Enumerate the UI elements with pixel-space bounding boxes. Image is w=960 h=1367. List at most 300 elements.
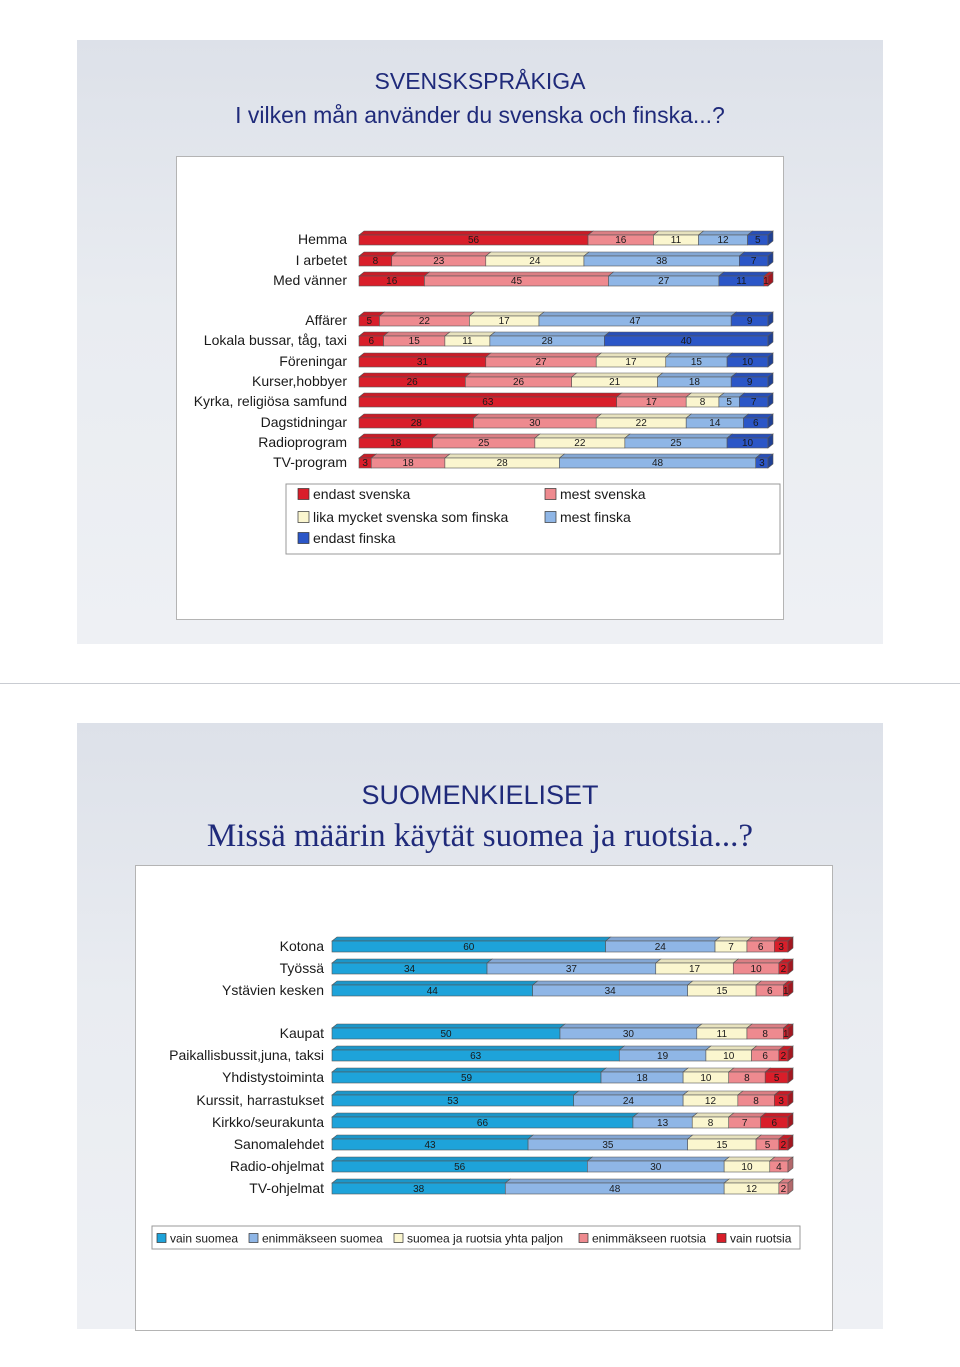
data-label: 27 bbox=[658, 276, 670, 287]
bar-segment bbox=[596, 353, 671, 368]
data-label: 7 bbox=[728, 942, 734, 953]
bar-row bbox=[222, 1068, 793, 1085]
data-label: 43 bbox=[424, 1140, 436, 1151]
bar-segment-top bbox=[332, 1157, 592, 1161]
bar-segment bbox=[379, 312, 474, 327]
data-label: 12 bbox=[717, 235, 729, 246]
data-label: 14 bbox=[709, 418, 721, 429]
bar-segment-top bbox=[761, 1113, 793, 1117]
data-label: 47 bbox=[629, 316, 641, 327]
data-label: 22 bbox=[635, 418, 647, 429]
data-label: 5 bbox=[726, 397, 732, 408]
data-label: 5 bbox=[754, 235, 761, 246]
data-label: 31 bbox=[416, 357, 428, 368]
data-label: 12 bbox=[704, 1096, 717, 1107]
legend-item bbox=[579, 1231, 706, 1245]
data-label: 60 bbox=[463, 942, 475, 953]
bar-segment bbox=[332, 1046, 624, 1062]
bar-segment bbox=[359, 231, 593, 246]
bar-segment-top bbox=[528, 1135, 693, 1139]
legend-label: suomea ja ruotsia yhta paljon bbox=[407, 1231, 564, 1246]
bar-segment bbox=[332, 937, 611, 953]
bar-segment-top bbox=[332, 959, 492, 963]
data-label: 3 bbox=[362, 458, 368, 469]
data-label: 3 bbox=[778, 942, 784, 953]
data-label: 28 bbox=[541, 336, 553, 347]
bar-segment bbox=[371, 454, 450, 469]
bar-group bbox=[222, 937, 793, 998]
bar-segment-top bbox=[505, 1179, 729, 1183]
bar-segment bbox=[683, 1068, 734, 1084]
bar-segment-top bbox=[733, 959, 784, 963]
bar-segment bbox=[733, 959, 784, 975]
data-label: 8 bbox=[372, 256, 379, 267]
legend-item bbox=[298, 530, 396, 546]
data-label: 48 bbox=[609, 1184, 621, 1195]
bar-segment bbox=[584, 252, 744, 267]
legend-label: enimmäkseen suomea bbox=[262, 1231, 383, 1246]
category-label: Sanomalehdet bbox=[233, 1136, 324, 1152]
bar-segment bbox=[332, 981, 538, 997]
bar-row bbox=[249, 1179, 793, 1196]
slide-title-line1: SUOMENKIELISET bbox=[361, 780, 599, 810]
bar-segment-top bbox=[332, 1179, 510, 1183]
bar-segment-top bbox=[729, 1068, 770, 1072]
bar-segment bbox=[596, 414, 691, 429]
bar-segment-top bbox=[332, 1113, 638, 1117]
bar-row bbox=[296, 252, 773, 268]
bar-segment-top bbox=[332, 1046, 624, 1050]
bar-segment bbox=[560, 1024, 702, 1040]
bar-segment bbox=[604, 332, 773, 347]
data-label: 6 bbox=[368, 336, 375, 347]
bar-segment bbox=[724, 1157, 775, 1173]
category-label: Yhdistystoiminta bbox=[222, 1069, 324, 1085]
data-label: 25 bbox=[478, 438, 490, 449]
data-label: 5 bbox=[764, 1140, 771, 1151]
data-label: 17 bbox=[688, 964, 701, 975]
bar-segment bbox=[692, 1113, 733, 1129]
bar-segment bbox=[465, 373, 576, 388]
category-label: Ystävien kesken bbox=[222, 982, 324, 998]
bar-segment bbox=[474, 414, 602, 429]
bar-segment-top bbox=[729, 1113, 766, 1117]
bar-segment bbox=[332, 1091, 579, 1107]
bar-segment bbox=[433, 434, 540, 449]
bar-segment bbox=[359, 373, 470, 388]
bar-segment-top bbox=[724, 1179, 784, 1183]
bar-segment-top bbox=[724, 1157, 775, 1161]
data-label: 30 bbox=[529, 418, 541, 429]
data-label: 40 bbox=[680, 336, 692, 347]
data-label: 56 bbox=[454, 1162, 466, 1173]
data-label: 63 bbox=[470, 1051, 482, 1062]
legend-label: endast svenska bbox=[313, 486, 411, 503]
legend-label: vain ruotsia bbox=[730, 1231, 792, 1246]
bar-row bbox=[298, 231, 773, 247]
category-label: TV-ohjelmat bbox=[249, 1180, 324, 1196]
data-label: 37 bbox=[565, 964, 577, 975]
bar-segment bbox=[469, 312, 544, 327]
bar-row bbox=[194, 393, 773, 409]
bar-segment bbox=[359, 434, 438, 449]
bar-segment-top bbox=[574, 1091, 688, 1095]
legend-label: enimmäkseen ruotsia bbox=[592, 1231, 707, 1246]
category-label: Kurssit, harrastukset bbox=[196, 1092, 324, 1108]
legend-item bbox=[545, 486, 646, 502]
data-label: 17 bbox=[498, 316, 510, 327]
bar-segment bbox=[445, 454, 565, 469]
data-label: 9 bbox=[746, 316, 753, 327]
data-label: 26 bbox=[406, 377, 418, 388]
bar-segment-top bbox=[688, 981, 761, 985]
bar-row bbox=[222, 981, 793, 998]
bar-row bbox=[234, 1135, 793, 1152]
bar-row bbox=[169, 1046, 793, 1063]
bar-segment bbox=[533, 981, 693, 997]
bar-segment bbox=[608, 272, 723, 287]
bar-row bbox=[252, 373, 773, 389]
data-label: 26 bbox=[512, 377, 525, 388]
data-label: 6 bbox=[766, 986, 773, 997]
bar-segment-top bbox=[692, 1113, 733, 1117]
legend-swatch bbox=[298, 533, 309, 544]
legend-item bbox=[298, 509, 508, 525]
bar-segment-top bbox=[587, 1157, 729, 1161]
bar-segment bbox=[359, 393, 622, 408]
data-label: 38 bbox=[656, 256, 668, 267]
bar-row bbox=[280, 959, 793, 976]
data-label: 5 bbox=[366, 316, 373, 327]
bar-segment bbox=[656, 959, 739, 975]
bar-row bbox=[305, 312, 773, 328]
bar-segment bbox=[653, 231, 703, 246]
legend-label: vain suomea bbox=[170, 1231, 239, 1246]
category-label: Lokala bussar, tåg, taxi bbox=[203, 332, 347, 348]
data-label: 10 bbox=[750, 964, 762, 975]
bar-group bbox=[273, 231, 773, 288]
slide-title-line2: I vilken mån använder du svenska och finska...? bbox=[235, 102, 725, 128]
data-label: 66 bbox=[476, 1118, 489, 1129]
bar-segment-top bbox=[706, 1046, 757, 1050]
data-label: 24 bbox=[654, 942, 666, 953]
data-label: 24 bbox=[622, 1096, 634, 1107]
category-label: Affärer bbox=[305, 312, 347, 328]
bar-segment bbox=[683, 1091, 743, 1107]
data-label: 15 bbox=[716, 986, 728, 997]
bar-segment-top bbox=[332, 1068, 606, 1072]
data-label: 11 bbox=[670, 235, 682, 246]
bar-row bbox=[273, 454, 773, 470]
data-label: 27 bbox=[535, 357, 547, 368]
bar-segment bbox=[619, 1046, 711, 1062]
legend-swatch bbox=[717, 1234, 726, 1243]
legend-label: mest finska bbox=[560, 509, 631, 526]
bar-segment bbox=[559, 454, 760, 469]
bar-segment-top bbox=[656, 959, 739, 963]
category-label: Hemma bbox=[297, 231, 347, 247]
data-label: 9 bbox=[746, 377, 753, 388]
category-label: Kaupat bbox=[279, 1025, 324, 1041]
bar-segment bbox=[574, 1091, 688, 1107]
data-label: 23 bbox=[433, 256, 445, 267]
bar-segment bbox=[424, 272, 613, 287]
bar-segment bbox=[729, 1068, 770, 1084]
data-label: 2 bbox=[780, 964, 787, 975]
bar-segment bbox=[779, 1179, 793, 1195]
legend bbox=[152, 1226, 800, 1249]
data-label: 11 bbox=[462, 336, 473, 347]
bar-segment bbox=[332, 1024, 565, 1040]
bar-segment bbox=[739, 393, 773, 408]
bar-segment-top bbox=[332, 1024, 565, 1028]
bar-segment bbox=[487, 959, 661, 975]
data-label: 25 bbox=[670, 438, 682, 449]
legend-item bbox=[157, 1231, 238, 1245]
legend-swatch bbox=[545, 489, 556, 500]
bar-segment bbox=[774, 937, 793, 953]
bar-segment bbox=[606, 937, 720, 953]
bar-segment-top bbox=[747, 937, 779, 941]
category-label: Kotona bbox=[279, 938, 324, 954]
legend-label: lika mycket svenska som finska bbox=[313, 509, 509, 526]
bar-segment bbox=[601, 1068, 688, 1084]
data-label: 8 bbox=[762, 1029, 768, 1040]
category-label: Kirkko/seurakunta bbox=[211, 1114, 324, 1130]
legend-swatch bbox=[249, 1234, 258, 1243]
bar-segment bbox=[739, 252, 773, 267]
data-label: 18 bbox=[402, 458, 414, 469]
bar-row bbox=[273, 272, 773, 288]
bar-segment bbox=[490, 332, 610, 347]
bar-segment bbox=[332, 1157, 592, 1173]
bar-segment bbox=[686, 414, 748, 429]
data-label: 1 bbox=[763, 276, 769, 287]
data-label: 15 bbox=[716, 1140, 728, 1151]
data-label: 2 bbox=[780, 1140, 787, 1151]
bar-segment bbox=[727, 434, 773, 449]
data-label: 53 bbox=[447, 1096, 459, 1107]
bar-segment bbox=[486, 353, 601, 368]
bar-segment-top bbox=[683, 1091, 743, 1095]
bar-segment bbox=[384, 332, 450, 347]
data-label: 10 bbox=[741, 438, 754, 449]
data-label: 35 bbox=[602, 1140, 614, 1151]
bar-segment bbox=[332, 1135, 533, 1151]
bar-segment bbox=[535, 434, 630, 449]
category-label: Kurser,hobbyer bbox=[252, 373, 347, 389]
bar-segment-top bbox=[332, 1135, 533, 1139]
data-label: 2 bbox=[780, 1051, 787, 1062]
legend-swatch bbox=[394, 1234, 403, 1243]
data-label: 8 bbox=[753, 1096, 759, 1107]
bar-segment bbox=[486, 252, 589, 267]
bar-segment bbox=[332, 1113, 638, 1129]
data-label: 30 bbox=[650, 1162, 662, 1173]
bar-segment bbox=[588, 231, 658, 246]
data-label: 15 bbox=[690, 357, 702, 368]
category-label: TV-program bbox=[273, 454, 347, 470]
data-label: 5 bbox=[773, 1073, 780, 1084]
legend-item bbox=[394, 1231, 563, 1245]
data-label: 1 bbox=[782, 1029, 789, 1040]
bar-segment-top bbox=[533, 981, 693, 985]
category-label: Paikallisbussit,juna, taksi bbox=[169, 1047, 324, 1063]
bar-segment bbox=[743, 414, 773, 429]
data-label: 18 bbox=[688, 377, 700, 388]
data-label: 10 bbox=[741, 1162, 753, 1173]
data-label: 10 bbox=[700, 1073, 712, 1084]
data-label: 8 bbox=[699, 397, 706, 408]
data-label: 12 bbox=[745, 1184, 758, 1195]
bar-group bbox=[194, 312, 773, 470]
bar-segment-top bbox=[715, 937, 752, 941]
legend-swatch bbox=[298, 489, 309, 500]
data-label: 7 bbox=[750, 397, 757, 408]
bar-segment-top bbox=[697, 1024, 752, 1028]
category-label: Työssä bbox=[279, 960, 324, 976]
bar-segment-top bbox=[752, 1046, 784, 1050]
bar-segment bbox=[727, 353, 773, 368]
legend bbox=[286, 484, 780, 554]
bar-row bbox=[196, 1091, 793, 1108]
data-label: 7 bbox=[750, 256, 757, 267]
data-label: 18 bbox=[636, 1073, 648, 1084]
chart-2 bbox=[152, 937, 800, 1249]
data-label: 24 bbox=[529, 256, 541, 267]
chart-1 bbox=[194, 231, 780, 554]
data-label: 10 bbox=[741, 357, 754, 368]
data-label: 22 bbox=[574, 438, 586, 449]
bar-segment bbox=[445, 332, 495, 347]
data-label: 8 bbox=[707, 1118, 714, 1129]
bar-segment bbox=[359, 272, 429, 287]
slide-title-line1: SVENSKSPRÅKIGA bbox=[374, 68, 586, 94]
bar-segment bbox=[617, 393, 692, 408]
bar-segment bbox=[697, 1024, 752, 1040]
bar-row bbox=[258, 434, 773, 450]
bar-segment bbox=[572, 373, 663, 388]
bar-segment-top bbox=[332, 937, 611, 941]
data-label: 38 bbox=[413, 1184, 425, 1195]
data-label: 6 bbox=[771, 1118, 778, 1129]
bar-segment bbox=[779, 1135, 793, 1151]
data-label: 8 bbox=[744, 1073, 750, 1084]
legend-swatch bbox=[157, 1234, 166, 1243]
bar-row bbox=[230, 1157, 793, 1174]
category-label: Dagstidningar bbox=[260, 414, 347, 430]
bar-segment bbox=[706, 1046, 757, 1062]
data-label: 11 bbox=[716, 1029, 728, 1040]
bar-segment-top bbox=[332, 981, 538, 985]
data-label: 15 bbox=[408, 336, 420, 347]
data-label: 19 bbox=[657, 1051, 669, 1062]
data-label: 6 bbox=[752, 418, 759, 429]
data-label: 21 bbox=[609, 377, 621, 388]
bar-segment-top bbox=[560, 1024, 702, 1028]
bar-segment-top bbox=[688, 1135, 761, 1139]
data-label: 16 bbox=[615, 235, 627, 246]
bar-segment bbox=[658, 373, 737, 388]
data-label: 28 bbox=[410, 418, 422, 429]
bar-segment bbox=[332, 1068, 606, 1084]
legend-swatch bbox=[579, 1234, 588, 1243]
data-label: 18 bbox=[390, 438, 402, 449]
bar-segment bbox=[731, 312, 773, 327]
data-label: 50 bbox=[440, 1029, 452, 1040]
bar-group bbox=[169, 1024, 793, 1196]
legend-swatch bbox=[545, 512, 556, 523]
bar-segment-top bbox=[738, 1091, 779, 1095]
bar-segment bbox=[770, 1157, 793, 1173]
bar-segment bbox=[359, 252, 397, 267]
bar-segment bbox=[688, 1135, 761, 1151]
bar-segment bbox=[765, 1068, 793, 1084]
bar-segment bbox=[666, 353, 732, 368]
bar-segment bbox=[729, 1113, 766, 1129]
legend-label: mest svenska bbox=[560, 486, 646, 503]
bar-segment bbox=[761, 1113, 793, 1129]
bar-segment bbox=[505, 1179, 729, 1195]
data-label: 34 bbox=[403, 964, 416, 975]
bar-segment bbox=[779, 1046, 793, 1062]
bar-segment-top bbox=[601, 1068, 688, 1072]
data-label: 6 bbox=[757, 942, 764, 953]
bar-segment bbox=[587, 1157, 729, 1173]
bar-row bbox=[212, 1113, 793, 1130]
data-label: 22 bbox=[418, 316, 431, 327]
data-label: 30 bbox=[622, 1029, 634, 1040]
data-label: 45 bbox=[510, 276, 523, 287]
data-label: 7 bbox=[741, 1118, 748, 1129]
legend-item bbox=[298, 486, 410, 502]
data-label: 13 bbox=[657, 1118, 669, 1129]
data-label: 3 bbox=[778, 1096, 784, 1107]
bar-segment-top bbox=[633, 1113, 697, 1117]
bar-row bbox=[261, 414, 773, 430]
data-label: 44 bbox=[426, 986, 438, 997]
bar-segment bbox=[779, 959, 793, 975]
category-label: Radioprogram bbox=[258, 434, 347, 450]
slide-title-line2: Missä määrin käytät suomea ja ruotsia...? bbox=[206, 818, 754, 854]
bar-segment bbox=[392, 252, 491, 267]
data-label: 10 bbox=[723, 1051, 735, 1062]
data-label: 17 bbox=[625, 357, 637, 368]
bar-segment bbox=[686, 393, 724, 408]
data-label: 17 bbox=[645, 397, 657, 408]
category-label: Radio-ohjelmat bbox=[229, 1158, 324, 1174]
bar-segment bbox=[539, 312, 736, 327]
category-label: Föreningar bbox=[279, 353, 347, 369]
bar-row bbox=[280, 1024, 793, 1041]
bar-segment bbox=[332, 1179, 510, 1195]
bar-segment bbox=[633, 1113, 697, 1129]
bar-segment-top bbox=[332, 1091, 579, 1095]
bar-segment bbox=[688, 981, 761, 997]
legend-swatch bbox=[298, 512, 309, 523]
bar-row bbox=[280, 937, 793, 954]
data-label: 63 bbox=[482, 397, 494, 408]
bar-row bbox=[204, 332, 773, 348]
bar-segment-top bbox=[606, 937, 720, 941]
data-label: 59 bbox=[460, 1073, 473, 1084]
data-label: 4 bbox=[776, 1162, 782, 1173]
data-label: 1 bbox=[782, 986, 789, 997]
bar-segment bbox=[715, 937, 752, 953]
category-label: I arbetet bbox=[295, 252, 347, 268]
bar-segment-top bbox=[747, 1024, 788, 1028]
data-label: 34 bbox=[604, 986, 616, 997]
